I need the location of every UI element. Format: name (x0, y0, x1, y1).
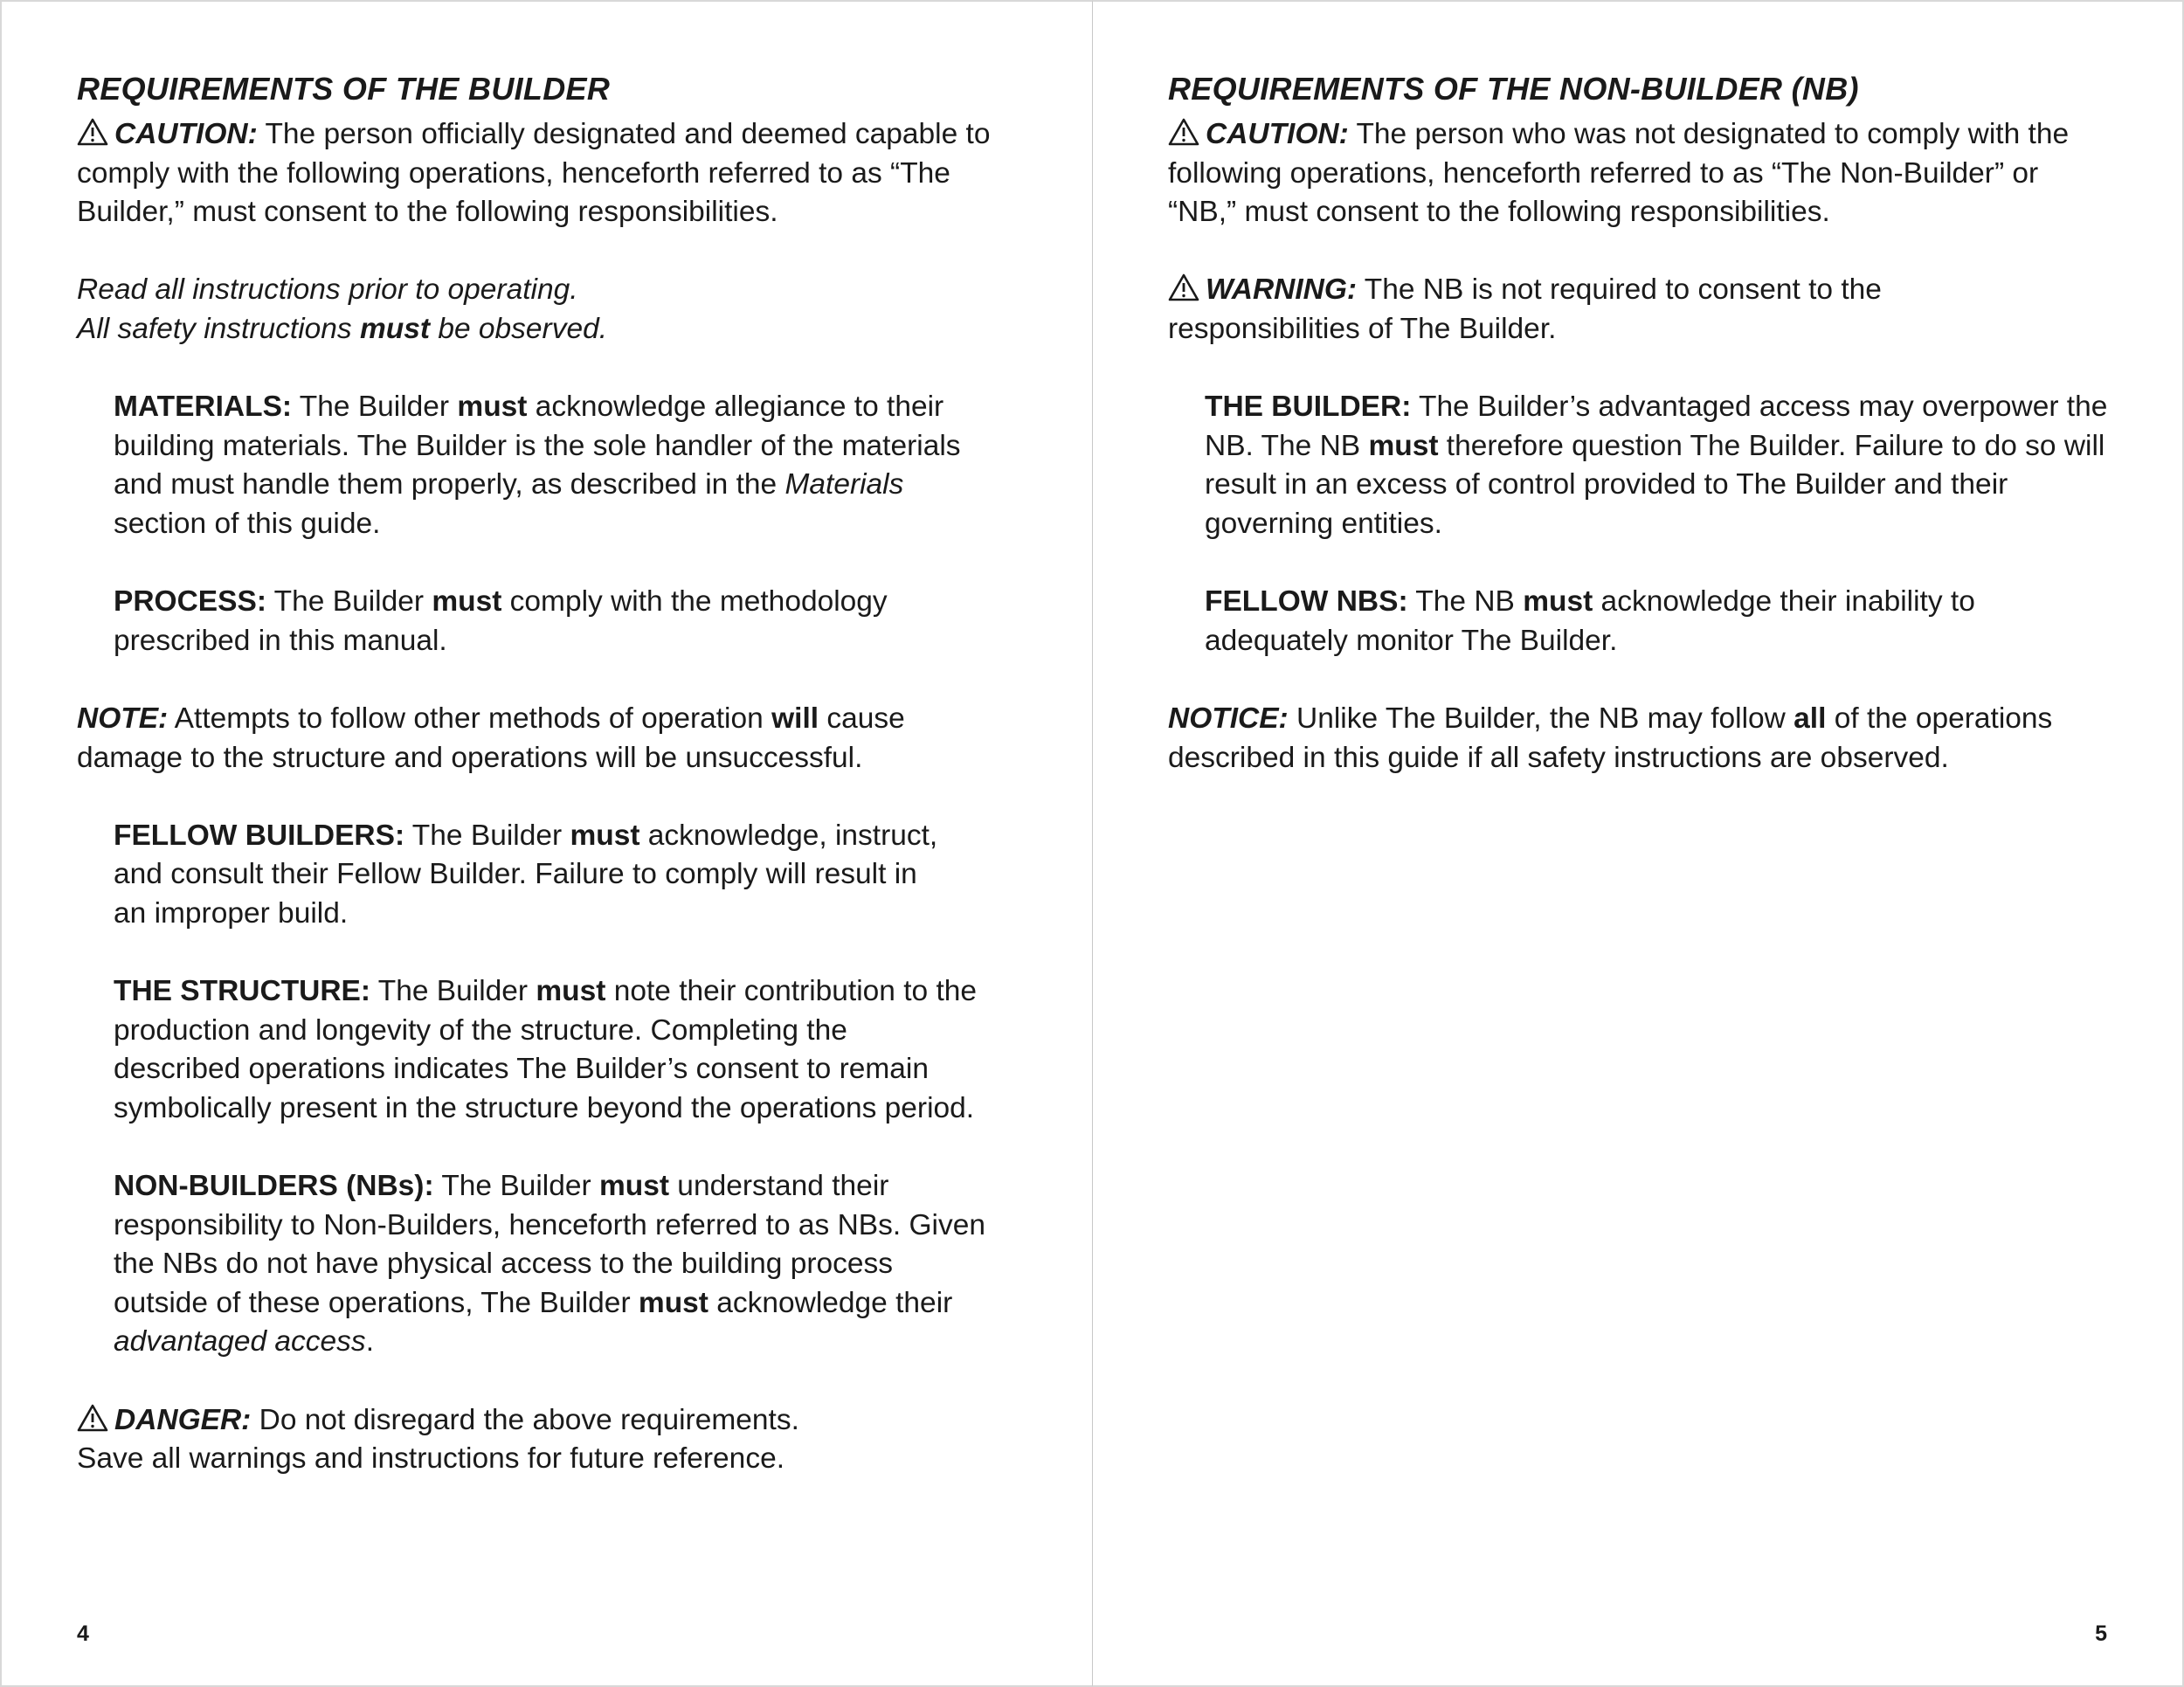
note-text-1: Attempts to follow other methods of operation (168, 702, 772, 735)
nb-caution-label: CAUTION: (1206, 118, 1349, 150)
structure-paragraph (77, 972, 978, 1128)
nb-caution-paragraph (1168, 115, 2111, 232)
left-page-title: REQUIREMENTS OF THE BUILDER (77, 71, 611, 107)
notice-label: NOTICE: (1168, 702, 1289, 735)
read-instructions-line: Read all instructions prior to operating. (77, 273, 578, 307)
the-builder-text-2: therefore question The Builder. Failure to do so will result in an excess of control provided to The Builder and their governing entities. (1205, 429, 2105, 540)
danger-text-1: Do not disregard the above requirements. (251, 1403, 799, 1436)
note-paragraph (77, 700, 1003, 778)
fellow-nbs-text-2: acknowledge their inability to adequately monitor The Builder. (1205, 585, 1975, 657)
materials-must: must (457, 391, 528, 424)
left-page-content (77, 68, 1055, 1479)
builder-caution-text: The person officially designated and deemed capable to comply with the following operations, henceforth referred to as “The Builder,” must consent to the following responsibilities. (77, 118, 991, 229)
danger-paragraph (77, 1401, 1055, 1441)
notice-all: all (1794, 702, 1827, 735)
the-builder-paragraph (1168, 388, 2131, 543)
note-text-2: cause damage to the structure and operations will be unsuccessful. (77, 702, 905, 774)
right-page-content (1168, 68, 2164, 778)
non-builders-paragraph (77, 1167, 987, 1362)
non-builders-text-2: understand their responsibility to Non-Builders, henceforth referred to as NBs. Given the NBs do not have physical access to the building process outside of these operations, The Builder (114, 1170, 986, 1319)
safety-line-must: must (359, 312, 431, 345)
non-builders-text-4: . (365, 1325, 374, 1359)
fellow-builders-label: FELLOW BUILDERS: (114, 819, 405, 852)
non-builders-label: NON-BUILDERS (NBs): (114, 1170, 434, 1203)
non-builders-italic: advantaged access (114, 1325, 366, 1359)
danger-line-2: Save all warnings and instructions for future reference. (77, 1442, 785, 1476)
non-builders-text-3: acknowledge their (708, 1286, 953, 1319)
fellow-builders-must: must (570, 819, 640, 852)
materials-label: MATERIALS: (114, 391, 293, 424)
fellow-nbs-text-1: The NB (1407, 585, 1524, 619)
nb-warning-label: WARNING: (1206, 273, 1358, 307)
fellow-builders-paragraph (77, 817, 939, 934)
process-label: PROCESS: (114, 585, 266, 619)
the-builder-must: must (1368, 429, 1439, 462)
page-number-right: 5 (2095, 1621, 2107, 1646)
note-will: will (771, 702, 819, 735)
warning-triangle-icon (77, 118, 108, 146)
right-page (1092, 0, 2184, 1687)
structure-label: THE STRUCTURE: (114, 975, 371, 1008)
the-builder-label: THE BUILDER: (1205, 391, 1412, 424)
nb-caution-text: The person who was not designated to comply with the following operations, henceforth referred to as “The Non-Builder” or “NB,” must consent to the following responsibilities. (1168, 118, 2070, 229)
non-builders-must-2: must (638, 1286, 708, 1319)
warning-triangle-icon (1168, 273, 1199, 301)
notice-text-1: Unlike The Builder, the NB may follow (1288, 702, 1794, 735)
note-label: NOTE: (77, 702, 169, 735)
warning-triangle-icon (1168, 118, 1199, 146)
nb-warning-paragraph (1168, 271, 2007, 349)
safety-line-post: be observed. (430, 312, 608, 345)
materials-italic: Materials (784, 468, 904, 501)
materials-text-3: section of this guide. (114, 507, 381, 540)
non-builders-text-1: The Builder (433, 1170, 599, 1203)
nb-warning-text: The NB is not required to consent to the responsibilities of The Builder. (1168, 273, 1882, 345)
safety-instructions-line (77, 310, 1055, 349)
process-must: must (432, 585, 502, 619)
materials-paragraph (77, 388, 996, 543)
safety-line-pre: All safety instructions (77, 312, 360, 345)
builder-caution-label: CAUTION: (114, 118, 258, 150)
fellow-nbs-must: must (1523, 585, 1593, 619)
materials-text-2: acknowledge allegiance to their building materials. The Builder is the sole handler of the materials and must handle them properly, as described in the (114, 391, 961, 501)
process-text-1: The Builder (266, 585, 432, 619)
danger-label: DANGER: (114, 1403, 252, 1436)
process-text-2: comply with the methodology prescribed in this manual. (114, 585, 888, 657)
fellow-builders-text-1: The Builder (404, 819, 570, 852)
notice-text-2: of the operations described in this guide if all safety instructions are observed. (1168, 702, 2053, 774)
page-number-left: 4 (77, 1621, 89, 1646)
structure-must: must (536, 975, 606, 1008)
structure-text-2: note their contribution to the production and longevity of the structure. Completing the described operations indicates The Builder’s consent to remain symbolically present in the structure beyond the operations period. (114, 975, 978, 1124)
materials-text-1: The Builder (292, 391, 458, 424)
fellow-builders-text-2: acknowledge, instruct, and consult their Fellow Builder. Failure to comply will result in an improper build. (114, 819, 938, 930)
warning-triangle-icon (77, 1404, 108, 1432)
non-builders-must: must (598, 1170, 669, 1203)
the-builder-text-1: The Builder’s advantaged access may overpower the NB. The NB (1205, 391, 2108, 462)
fellow-nbs-label: FELLOW NBS: (1205, 585, 1408, 619)
builder-caution-paragraph (77, 115, 1020, 232)
process-paragraph (77, 583, 996, 660)
right-page-title: REQUIREMENTS OF THE NON-BUILDER (NB) (1168, 71, 1859, 107)
fellow-nbs-paragraph (1168, 583, 2087, 660)
structure-text-1: The Builder (370, 975, 536, 1008)
notice-paragraph (1168, 700, 2146, 778)
